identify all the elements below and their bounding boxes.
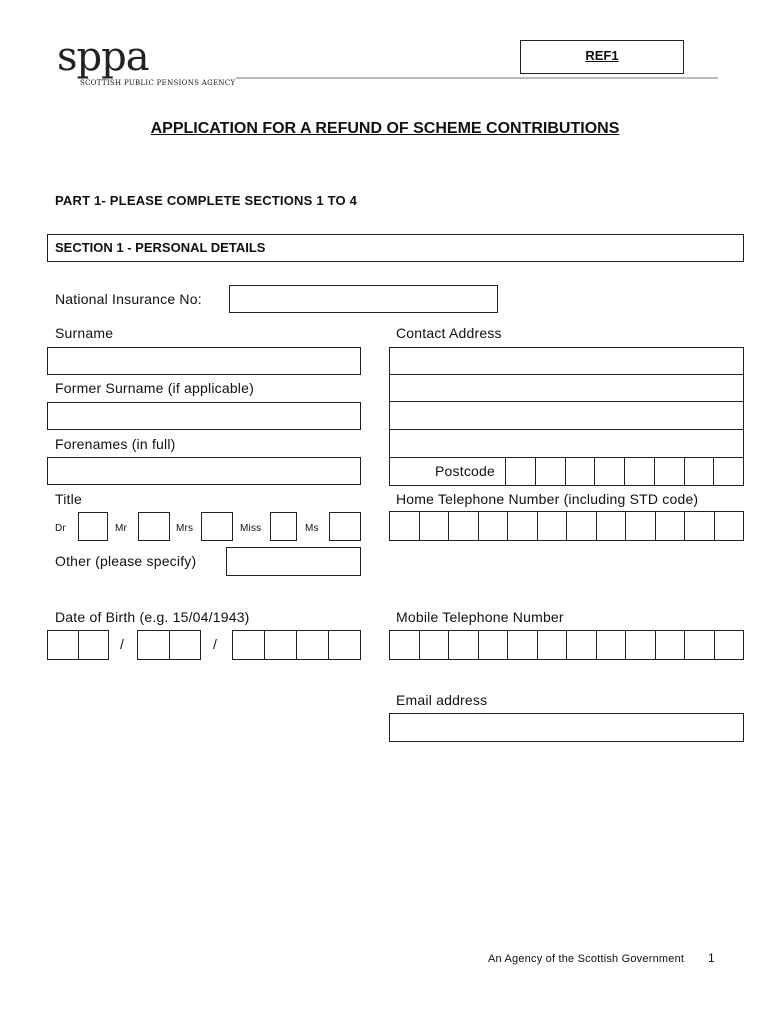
forenames-input[interactable] <box>47 457 361 485</box>
section-heading-box <box>47 234 744 262</box>
page-number: 1 <box>708 951 715 965</box>
address-line-1[interactable] <box>389 347 744 375</box>
home-phone-cells[interactable] <box>389 511 744 541</box>
dob-separator-1: / <box>120 636 125 652</box>
surname-input[interactable] <box>47 347 361 375</box>
part-heading: PART 1- PLEASE COMPLETE SECTIONS 1 TO 4 <box>55 193 358 208</box>
postcode-label: Postcode <box>435 463 495 479</box>
dob-separator-2: / <box>213 636 218 652</box>
section-heading: SECTION 1 - PERSONAL DETAILS <box>55 240 266 255</box>
sppa-logo: sppa <box>57 34 149 80</box>
address-line-2[interactable] <box>389 374 744 402</box>
address-line-3[interactable] <box>389 401 744 430</box>
email-input[interactable] <box>389 713 744 742</box>
address-line-4[interactable] <box>389 429 744 458</box>
contact-address-label: Contact Address <box>396 325 502 341</box>
title-option-miss: Miss <box>240 523 262 534</box>
title-option-mrs: Mrs <box>176 523 194 534</box>
title-option-ms: Ms <box>305 523 319 534</box>
title-dr-checkbox[interactable] <box>78 512 108 541</box>
title-option-dr: Dr <box>55 523 66 534</box>
title-miss-checkbox[interactable] <box>270 512 297 541</box>
mobile-cells[interactable] <box>389 630 744 660</box>
other-title-input[interactable] <box>226 547 361 576</box>
ref-code: REF1 <box>585 48 619 63</box>
dob-month-cells[interactable] <box>137 630 201 660</box>
ref-box <box>520 40 684 74</box>
title-label: Title <box>55 491 82 507</box>
forenames-label: Forenames (in full) <box>55 436 176 452</box>
logo-subtitle: SCOTTISH PUBLIC PENSIONS AGENCY <box>80 79 236 87</box>
former-surname-input[interactable] <box>47 402 361 430</box>
page-title: APPLICATION FOR A REFUND OF SCHEME CONTRIBUTIONS <box>150 120 620 137</box>
mobile-label: Mobile Telephone Number <box>396 609 564 625</box>
surname-label: Surname <box>55 325 114 341</box>
title-option-mr: Mr <box>115 523 128 534</box>
other-title-label: Other (please specify) <box>55 553 197 569</box>
header-rule <box>236 77 718 79</box>
email-label: Email address <box>396 692 488 708</box>
former-surname-label: Former Surname (if applicable) <box>55 380 254 396</box>
ni-input[interactable] <box>229 285 498 313</box>
postcode-cells[interactable] <box>505 457 744 486</box>
dob-label: Date of Birth (e.g. 15/04/1943) <box>55 609 250 625</box>
title-mrs-checkbox[interactable] <box>201 512 233 541</box>
title-ms-checkbox[interactable] <box>329 512 361 541</box>
footer-agency: An Agency of the Scottish Government <box>488 953 685 965</box>
home-phone-label: Home Telephone Number (including STD code) <box>396 491 699 507</box>
dob-year-cells[interactable] <box>232 630 361 660</box>
dob-day-cells[interactable] <box>47 630 109 660</box>
ni-label: National Insurance No: <box>55 291 202 307</box>
title-mr-checkbox[interactable] <box>138 512 170 541</box>
